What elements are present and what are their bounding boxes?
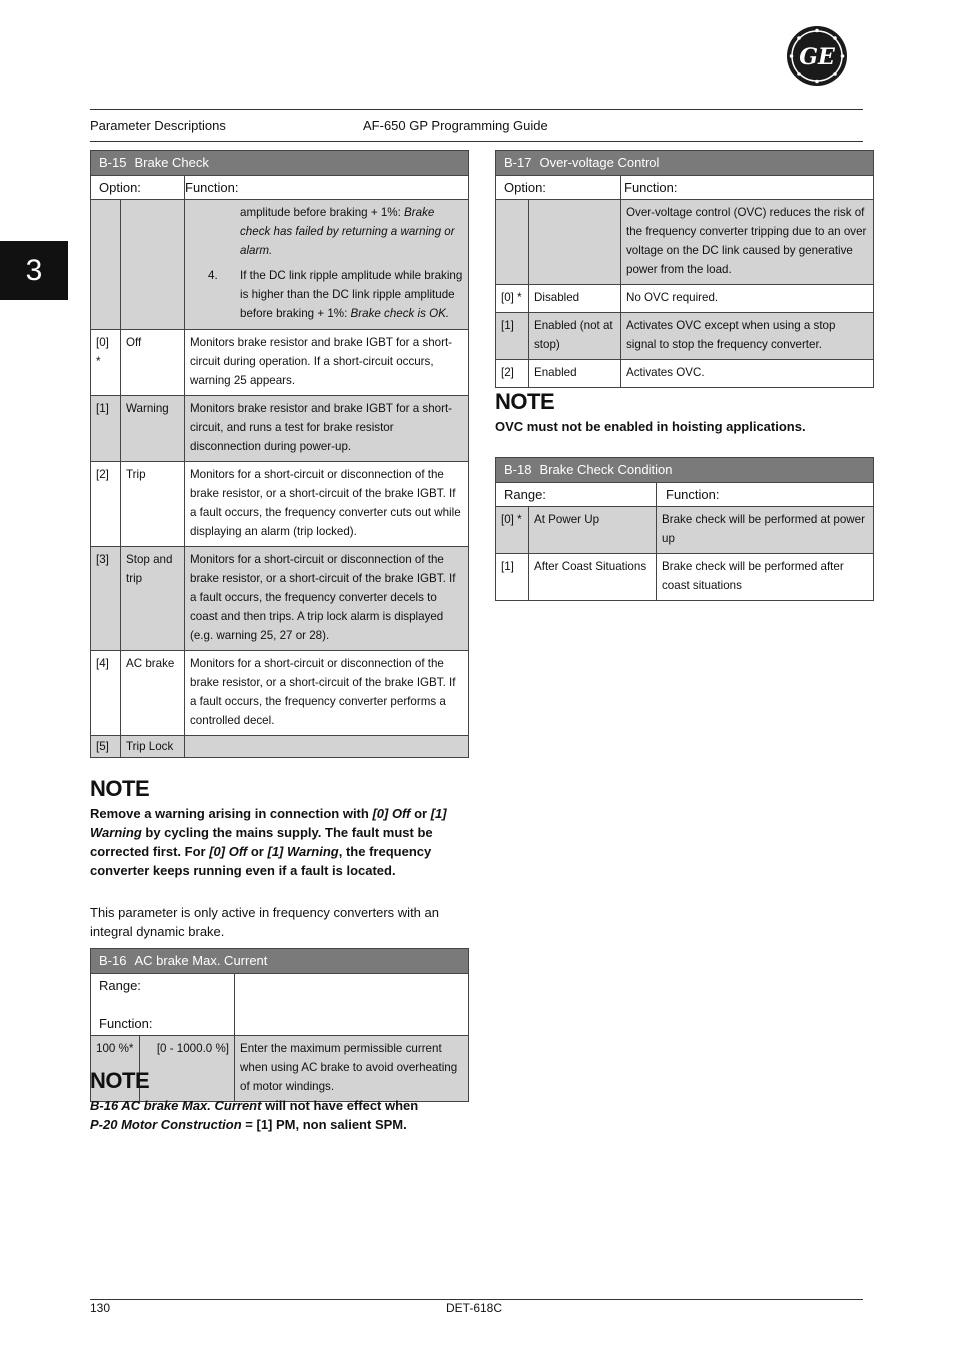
option-function: No OVC required. <box>621 285 874 313</box>
guide-title: AF-650 GP Programming Guide <box>363 118 548 133</box>
logo-lettering: GE <box>799 44 835 70</box>
list-item-3-italic: Brake check has failed by returning a warning or alarm. <box>240 206 455 257</box>
option-name: Off <box>121 330 185 396</box>
doc-number: DET-618C <box>446 1301 503 1315</box>
option-index: [0] * <box>496 507 529 554</box>
option-name: Trip Lock <box>121 736 185 758</box>
table-row <box>91 396 469 462</box>
option-name: Stop and trip <box>121 547 185 651</box>
option-index: [0] * <box>91 330 121 396</box>
table-row <box>496 285 874 313</box>
table-row <box>496 313 874 360</box>
b15-function-header <box>185 176 469 200</box>
table-row <box>91 462 469 547</box>
page-number: 130 <box>90 1301 111 1315</box>
b15-title <box>91 151 469 176</box>
list-item-4-text: If the DC link ripple amplitude while braking is higher than the DC link ripple amplitude before braking + 1%: <box>240 269 463 320</box>
note-ref: [0] Off <box>372 806 411 821</box>
option-index: [3] <box>91 547 121 651</box>
b16-code: B-16 <box>99 953 127 968</box>
ge-logo <box>786 25 848 87</box>
option-function <box>185 736 469 758</box>
note-ref: [1] Warning <box>267 844 339 859</box>
b18-function-header: Function: <box>657 483 874 507</box>
b15-continued-list <box>185 200 469 330</box>
list-item-4 <box>190 266 463 323</box>
note-box-3 <box>495 389 873 436</box>
range-function: Enter the maximum permissible current when using AC brake to avoid overheating of motor windings. <box>235 1036 469 1102</box>
option-index: [4] <box>91 651 121 736</box>
option-function: Monitors for a short-circuit or disconnection of the brake resistor, or a short-circuit of the brake IGBT. If a fault occurs, the frequency converter decels to coast and then trips. A trip lock alarm is displayed (e.g. warning 25, 27 or 28). <box>185 547 469 651</box>
table-row <box>496 507 874 554</box>
note-box-2 <box>90 1068 468 1134</box>
b17-table <box>495 150 874 388</box>
b15-name: Brake Check <box>134 155 209 170</box>
b17-code: B-17 <box>504 155 532 170</box>
option-function: Activates OVC except when using a stop signal to stop the frequency converter. <box>621 313 874 360</box>
note-text <box>90 1096 468 1134</box>
option-index: [2] <box>496 360 529 388</box>
b18-code: B-18 <box>504 462 532 477</box>
table-row <box>91 547 469 651</box>
option-index: [5] <box>91 736 121 758</box>
option-name: AC brake <box>121 651 185 736</box>
option-function: Monitors brake resistor and brake IGBT for a short-circuit, and runs a test for brake resistor disconnection during power-up. <box>185 396 469 462</box>
table-row <box>496 554 874 601</box>
option-function: Monitors brake resistor and brake IGBT for a short-circuit during operation. If a short-circuit occurs, warning 25 appears. <box>185 330 469 396</box>
option-index: [0] * <box>496 285 529 313</box>
note-text-part: Remove a warning arising in connection with <box>90 806 373 821</box>
note-text-part: or <box>410 806 431 821</box>
b16-range-header <box>91 974 235 1036</box>
option-name: Trip <box>121 462 185 547</box>
b18-table <box>495 457 874 601</box>
b17-option-header: Option: <box>496 176 621 200</box>
list-item-4-number: 4. <box>208 269 218 282</box>
note-heading: NOTE <box>495 389 555 414</box>
note-text-part: will not have effect when <box>261 1098 419 1113</box>
table-row <box>496 360 874 388</box>
header-rule-top <box>90 109 863 110</box>
option-name: At Power Up <box>529 507 657 554</box>
option-name: Enabled <box>529 360 621 388</box>
option-index: [1] <box>91 396 121 462</box>
option-function: Monitors for a short-circuit or disconnection of the brake resistor, or a short-circuit of the brake IGBT. If a fault occurs, the frequency converter performs a controlled decel. <box>185 651 469 736</box>
note-heading: NOTE <box>90 776 150 801</box>
option-name: Disabled <box>529 285 621 313</box>
table-row <box>91 736 469 758</box>
option-index: [1] <box>496 313 529 360</box>
option-function: Activates OVC. <box>621 360 874 388</box>
b15-option-header: Option: <box>91 176 185 200</box>
range-limits: [0 - 1000.0 %] <box>140 1036 235 1102</box>
body-paragraph: This parameter is only active in frequency converters with an integral dynamic brake. <box>90 905 439 939</box>
option-name: Warning <box>121 396 185 462</box>
option-function: Monitors for a short-circuit or disconnection of the brake resistor, or a short-circuit of the brake IGBT. If a fault occurs, the frequency converter cuts out while displaying an alarm (trip locked). <box>185 462 469 547</box>
table-row <box>91 330 469 396</box>
option-function: Brake check will be performed after coast situations <box>657 554 874 601</box>
note-ref: [1] Warning <box>90 806 447 840</box>
b16-function-label: Function: <box>99 1016 153 1031</box>
b16-title <box>91 949 469 974</box>
note-heading: NOTE <box>90 1068 150 1093</box>
note-text <box>90 804 468 880</box>
b16-range-label: Range: <box>99 978 141 993</box>
list-item-3-text: amplitude before braking + 1%: <box>240 206 405 219</box>
b15-function-label: Function: <box>185 180 239 195</box>
list-item-4-italic: Brake check is OK. <box>350 307 450 320</box>
footer-rule <box>90 1299 863 1300</box>
b16-name: AC brake Max. Current <box>134 953 268 968</box>
b18-name: Brake Check Condition <box>539 462 673 477</box>
b17-function-header: Function: <box>621 176 874 200</box>
b15-code: B-15 <box>99 155 127 170</box>
table-row <box>91 651 469 736</box>
note-text: OVC must not be enabled in hoisting applications. <box>495 419 806 434</box>
b17-intro: Over-voltage control (OVC) reduces the risk of the frequency converter tripping due to an over voltage on the DC link caused by generative power from the load. <box>621 200 874 285</box>
b17-name: Over-voltage Control <box>539 155 660 170</box>
b17-title <box>496 151 874 176</box>
note-ref: B-16 AC brake Max. Current <box>90 1098 262 1113</box>
option-name: Enabled (not at stop) <box>529 313 621 360</box>
section-title: Parameter Descriptions <box>90 118 226 133</box>
list-item-3 <box>190 203 463 260</box>
option-name: After Coast Situations <box>529 554 657 601</box>
note-ref: P-20 Motor Construction <box>90 1117 242 1132</box>
note-box-1 <box>90 776 468 880</box>
b18-range-header: Range: <box>496 483 657 507</box>
note-ref: [0] Off <box>209 844 248 859</box>
b15-table <box>90 150 469 758</box>
b18-title <box>496 458 874 483</box>
range-default: 100 %* <box>91 1036 140 1102</box>
note-text-part: = [1] PM, non salient SPM. <box>241 1117 407 1132</box>
option-index: [1] <box>496 554 529 601</box>
note-text-part: or <box>247 844 268 859</box>
option-index: [2] <box>91 462 121 547</box>
note-text-part: , the frequency converter keeps running even if a fault is located. <box>90 844 432 878</box>
header-rule-bottom <box>90 141 863 142</box>
option-function: Brake check will be performed at power up <box>657 507 874 554</box>
note-text-part: by cycling the mains supply. The fault must be corrected first. For <box>90 825 433 859</box>
chapter-tab: 3 <box>0 241 68 300</box>
